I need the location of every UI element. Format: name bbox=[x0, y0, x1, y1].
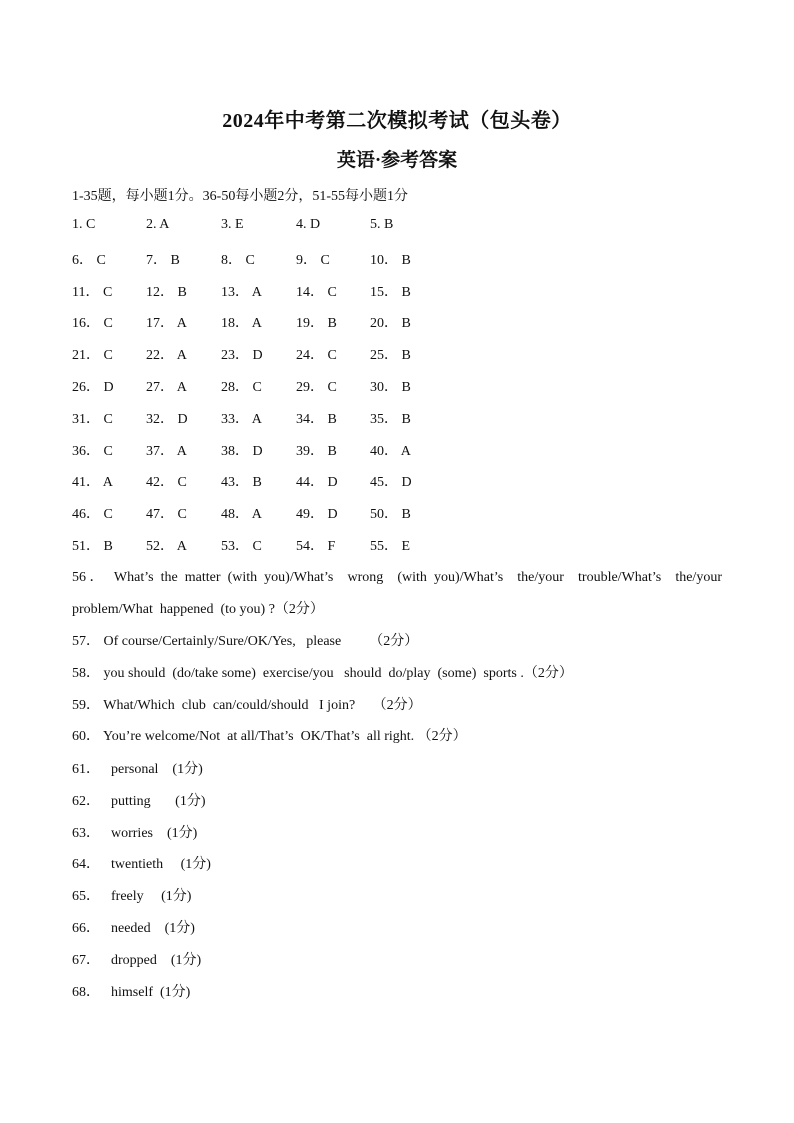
mc-answer: 25． B bbox=[370, 348, 411, 364]
mc-answer: 10． B bbox=[370, 252, 411, 268]
mc-answer: 33． A bbox=[221, 411, 262, 427]
mc-answer: 49． D bbox=[296, 507, 338, 523]
scoring-instructions: 1-35题，每小题1分。36-50每小题2分，51-55每小题1分 bbox=[72, 189, 408, 204]
fill-answer-text: needed (1分) bbox=[111, 920, 195, 936]
mc-answer: 15． B bbox=[370, 284, 411, 300]
mc-answer: 3. E bbox=[221, 217, 244, 232]
answer-56-line2: problem/What happened (to you) ?（2分） bbox=[72, 601, 324, 617]
fill-answer-text: twentieth (1分) bbox=[111, 857, 211, 873]
mc-answer: 16． C bbox=[72, 316, 113, 332]
mc-answer: 30． B bbox=[370, 379, 411, 395]
mc-answer: 4. D bbox=[296, 217, 321, 232]
mc-answer: 35． B bbox=[370, 411, 411, 427]
mc-answer: 38． D bbox=[221, 443, 263, 459]
mc-answer: 6． C bbox=[72, 252, 106, 268]
mc-answer: 31． C bbox=[72, 411, 113, 427]
mc-answer: 45． D bbox=[370, 475, 412, 491]
mc-answer: 12． B bbox=[146, 284, 187, 300]
answer-57: 57． Of course/Certainly/Sure/OK/Yes, please （2分） bbox=[72, 633, 419, 649]
mc-answer: 55． E bbox=[370, 538, 411, 554]
page-title: 2024年中考第二次模拟考试（包头卷） bbox=[222, 110, 572, 132]
fill-answer-text: worries (1分) bbox=[111, 825, 198, 841]
mc-answer: 22． A bbox=[146, 348, 187, 364]
mc-answer: 19． B bbox=[296, 316, 337, 332]
mc-answer: 7． B bbox=[146, 252, 180, 268]
mc-answer: 42． C bbox=[146, 475, 187, 491]
mc-answer: 24． C bbox=[296, 348, 337, 364]
open-answers bbox=[72, 568, 722, 759]
mc-answer: 29． C bbox=[296, 379, 337, 395]
mc-answer: 48． A bbox=[221, 507, 262, 523]
mc-answer: 36． C bbox=[72, 443, 113, 459]
answer-59: 59． What/Which club can/could/should I join? （2分） bbox=[72, 697, 422, 713]
mc-answer: 8． C bbox=[221, 252, 255, 268]
mc-answer: 5. B bbox=[370, 217, 394, 232]
mc-answer: 14． C bbox=[296, 284, 337, 300]
question-number: 64． bbox=[72, 857, 100, 873]
mc-answer: 51． B bbox=[72, 538, 113, 554]
question-number: 65． bbox=[72, 889, 100, 905]
question-number: 62． bbox=[72, 793, 100, 809]
mc-answer: 23． D bbox=[221, 348, 263, 364]
mc-answer: 40． A bbox=[370, 443, 411, 459]
question-number: 67． bbox=[72, 952, 100, 968]
mc-answer: 41． A bbox=[72, 475, 113, 491]
mc-answer: 18． A bbox=[221, 316, 262, 332]
mc-answer: 21． C bbox=[72, 348, 113, 364]
mc-answer: 52． A bbox=[146, 538, 187, 554]
question-number: 66． bbox=[72, 920, 100, 936]
mc-answer: 1. C bbox=[72, 217, 96, 232]
mc-answer: 39． B bbox=[296, 443, 337, 459]
answer-56-line1: 56． What’s the matter (with you)/What’s wrong (with you)/What’s the/your trouble/What’s the/your bbox=[72, 570, 722, 585]
mc-answer: 47． C bbox=[146, 507, 187, 523]
page-subtitle: 英语·参考答案 bbox=[336, 150, 458, 171]
question-number: 68． bbox=[72, 984, 100, 1000]
mc-answer: 2. A bbox=[146, 217, 170, 232]
fill-answer-text: freely (1分) bbox=[111, 889, 192, 905]
mc-answer: 27． A bbox=[146, 379, 187, 395]
fill-answer-text: dropped (1分) bbox=[111, 952, 202, 968]
mc-answer: 17． A bbox=[146, 316, 187, 332]
question-number: 63． bbox=[72, 825, 100, 841]
mc-answer: 37． A bbox=[146, 443, 187, 459]
fill-answer-text: personal (1分) bbox=[111, 762, 203, 777]
mc-answer: 26． D bbox=[72, 379, 114, 395]
answer-58: 58． you should (do/take some) exercise/you should do/play (some) sports .（2分） bbox=[72, 665, 573, 681]
mc-answer: 13． A bbox=[221, 284, 262, 300]
answer-60: 60． You’re welcome/Not at all/That’s OK/That’s all right. （2分） bbox=[72, 729, 467, 745]
fill-answer-text: putting (1分) bbox=[111, 793, 206, 809]
mc-answer: 11． C bbox=[72, 284, 113, 300]
mc-answer: 43． B bbox=[221, 475, 262, 491]
mc-answer: 28． C bbox=[221, 379, 262, 395]
fill-answer-text: himself (1分) bbox=[111, 984, 191, 1000]
question-number: 61． bbox=[72, 762, 100, 777]
mc-answer: 46． C bbox=[72, 507, 113, 523]
mc-answer: 44． D bbox=[296, 475, 338, 491]
mc-answer: 34． B bbox=[296, 411, 337, 427]
mc-answer: 53． C bbox=[221, 538, 262, 554]
mc-answer: 20． B bbox=[370, 316, 411, 332]
mc-answer: 32． D bbox=[146, 411, 188, 427]
mc-answer: 50． B bbox=[370, 507, 411, 523]
mc-answer: 54． F bbox=[296, 538, 336, 554]
mc-answer: 9． C bbox=[296, 252, 330, 268]
